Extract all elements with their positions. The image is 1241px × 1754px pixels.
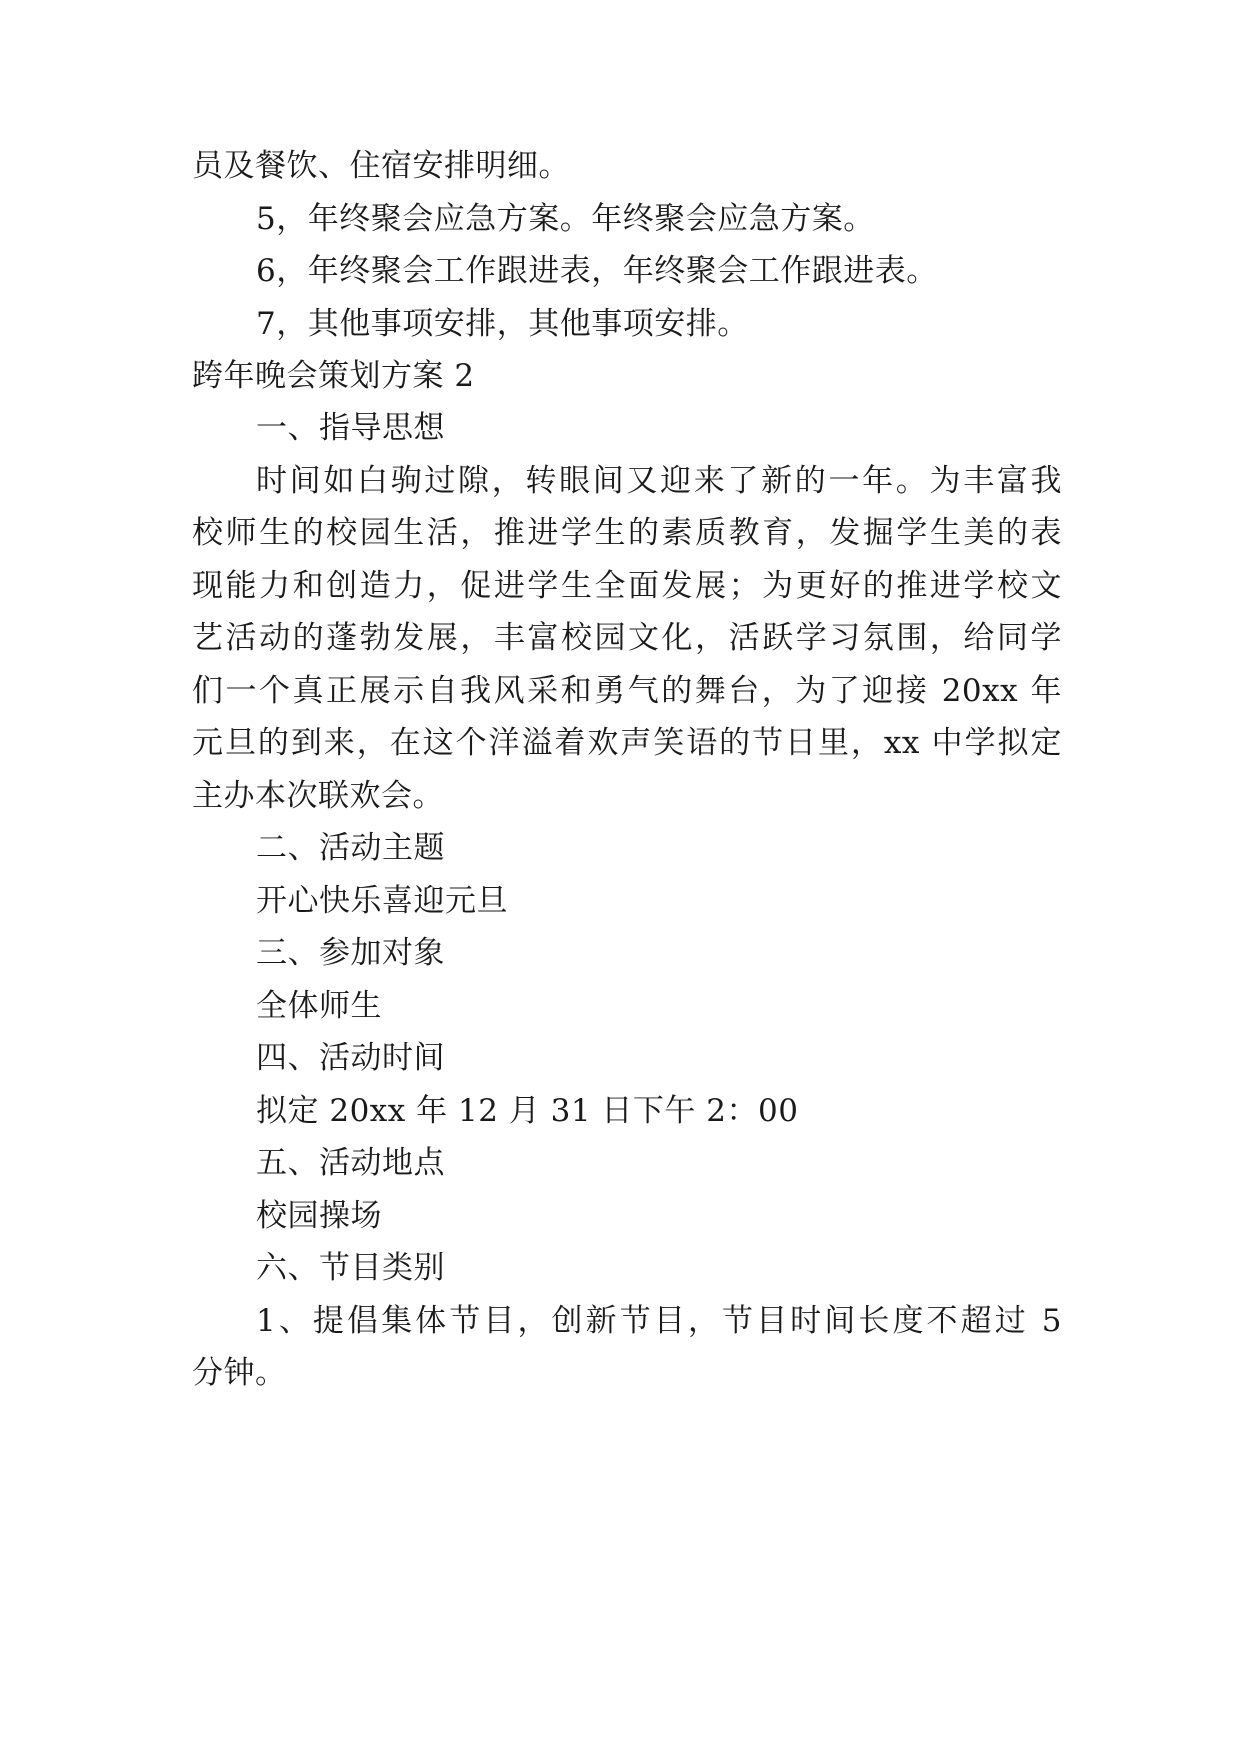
heading-activity-theme: 二、活动主题 xyxy=(256,830,445,866)
activity-theme-value: 开心快乐喜迎元旦 xyxy=(256,883,508,919)
activity-time-value: 拟定 20xx 年 12 月 31 日下午 2：00 xyxy=(256,1093,799,1129)
program-rule-line: 分钟。 xyxy=(192,1355,287,1391)
heading-participants: 三、参加对象 xyxy=(256,935,445,971)
paragraph-line: 时间如白驹过隙，转眼间又迎来了新的一年。为丰富我 xyxy=(256,463,1062,499)
heading-activity-time: 四、活动时间 xyxy=(256,1040,445,1076)
paragraph-line: 现能力和创造力，促进学生全面发展；为更好的推进学校文 xyxy=(192,568,1062,604)
paragraph-line: 艺活动的蓬勃发展，丰富校园文化，活跃学习氛围，给同学 xyxy=(192,620,1062,656)
heading-activity-location: 五、活动地点 xyxy=(256,1145,445,1181)
participants-value: 全体师生 xyxy=(256,988,382,1024)
paragraph-line: 校师生的校园生活，推进学生的素质教育，发掘学生美的表 xyxy=(192,515,1062,551)
activity-location-value: 校园操场 xyxy=(256,1198,382,1234)
list-item-7: 7，其他事项安排，其他事项安排。 xyxy=(256,306,749,342)
body-text-line: 员及餐饮、住宿安排明细。 xyxy=(192,148,570,184)
program-rule-line: 1、提倡集体节目，创新节目，节目时间长度不超过 5 xyxy=(256,1303,1062,1339)
list-item-6: 6，年终聚会工作跟进表，年终聚会工作跟进表。 xyxy=(256,253,938,289)
paragraph-line: 主办本次联欢会。 xyxy=(192,778,444,814)
paragraph-line: 们一个真正展示自我风采和勇气的舞台，为了迎接 20xx 年 xyxy=(192,673,1062,709)
list-item-5: 5，年终聚会应急方案。年终聚会应急方案。 xyxy=(256,201,875,237)
section-title: 跨年晚会策划方案 2 xyxy=(192,358,475,394)
heading-program-category: 六、节目类别 xyxy=(256,1250,445,1286)
paragraph-line: 元旦的到来，在这个洋溢着欢声笑语的节日里，xx 中学拟定 xyxy=(192,725,1062,761)
heading-guiding-idea: 一、指导思想 xyxy=(256,410,445,446)
